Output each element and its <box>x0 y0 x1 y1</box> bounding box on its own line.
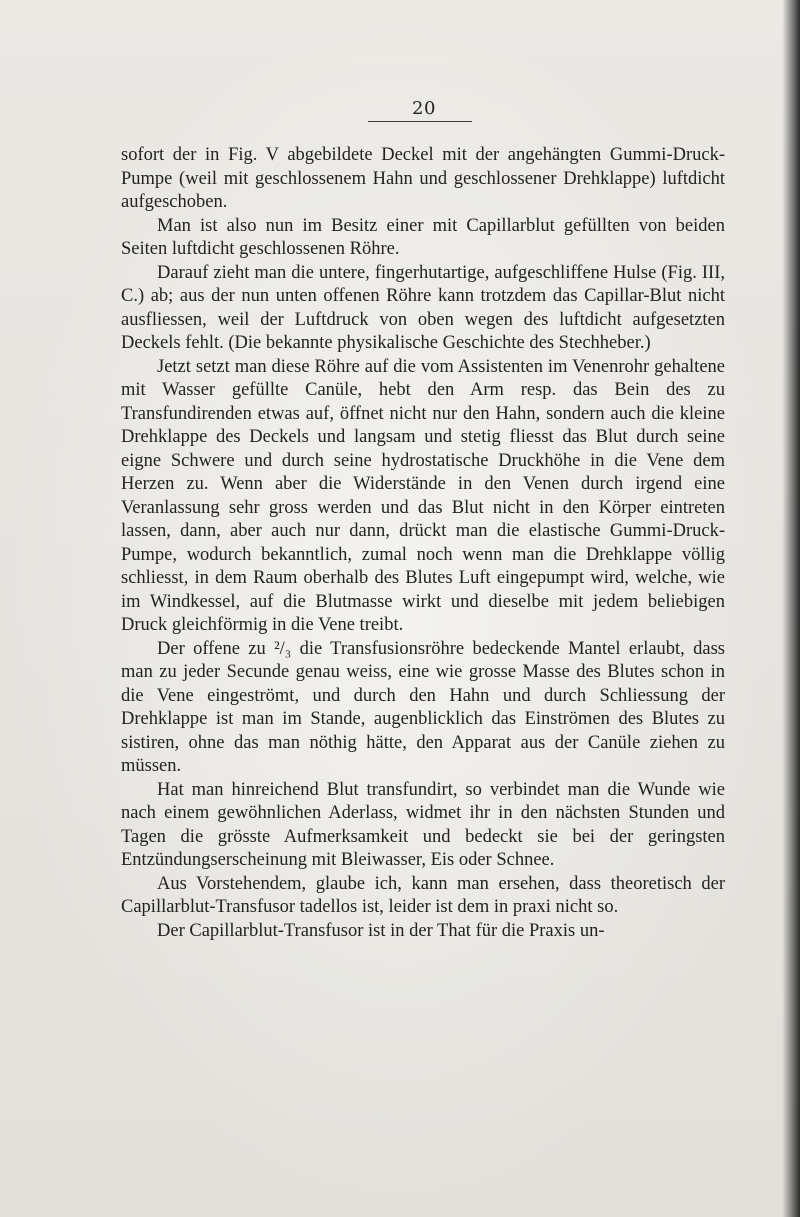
page-edge-shadow <box>782 0 800 1217</box>
page-number: 20 <box>412 98 436 119</box>
paragraph-5: Der offene zu ²/₃ die Transfusionsröhre bedeckende Mantel erlaubt, dass man zu jeder Secunde genau weiss, eine wie grosse Masse des Blutes schon in die Vene eingeströmt, und durch den Hahn und durch Schliessung der Drehklappe ist man im Stande, augenblicklich das Einströmen des Blutes zu sistiren, ohne das man nöthig hätte, den Apparat aus der Canüle ziehen zu müssen. <box>121 638 725 776</box>
paragraph-1: sofort der in Fig. V abgebildete Deckel mit der angehängten Gummi-Druck-Pumpe (weil mit geschlossenem Hahn und geschlossener Drehklappe) luftdicht aufgeschoben. <box>121 145 725 212</box>
paragraph-8: Der Capillarblut-Transfusor ist in der That für die Praxis un- <box>157 920 605 941</box>
paragraph-2: Man ist also nun im Besitz einer mit Capillarblut gefüllten von beiden Seiten luftdicht geschlossenen Röhre. <box>121 215 725 259</box>
paragraph-7: Aus Vorstehendem, glaube ich, kann man ersehen, dass theoretisch der Capillarblut-Transfusor tadellos ist, leider ist dem in praxi nicht so. <box>121 873 725 917</box>
body-text <box>121 144 725 943</box>
paragraph-4: Jetzt setzt man diese Röhre auf die vom Assistenten im Venenrohr gehaltene mit Wasser gefüllte Canüle, hebt den Arm resp. das Bein des zu Transfundirenden etwas auf, öffnet nicht nur den Hahn, sondern auch die kleine Drehklappe des Deckels und langsam und stetig fliesst das Blut durch seine eigne Schwere und durch seine hydrostatische Druckhöhe in die Vene dem Herzen zu. Wenn aber die Widerstände in den Venen durch irgend eine Veranlassung sehr gross werden und das Blut nicht in den Körper eintreten lassen, dann, aber auch nur dann, drückt man die elastische Gummi-Druck-Pumpe, wodurch bekanntlich, zumal noch wenn man die Drehklappe völlig schliesst, in dem Raum oberhalb des Blutes Luft eingepumpt wird, welche, wie im Windkessel, auf die Blutmasse wirkt und dieselbe mit jedem beliebigen Druck gleichförmig in die Vene treibt. <box>121 356 725 635</box>
paragraph-6: Hat man hinreichend Blut transfundirt, so verbindet man die Wunde wie nach einem gewöhnlichen Aderlass, widmet ihr in den nächsten Stunden und Tagen die grösste Aufmerksamkeit und bedeckt sie bei der geringsten Entzündungserscheinung mit Bleiwasser, Eis oder Schnee. <box>121 779 725 870</box>
paragraph-3: Darauf zieht man die untere, fingerhutartige, aufgeschliffene Hulse (Fig. III, C.) ab; aus der nun unten offenen Röhre kann trotzdem das Capillar-Blut nicht ausfliessen, weil der Luftdruck von oben wegen des luftdicht aufgesetzten Deckels fehlt. (Die bekannte physikalische Geschichte des Stechheber.) <box>121 262 725 353</box>
header-rule <box>368 121 472 122</box>
